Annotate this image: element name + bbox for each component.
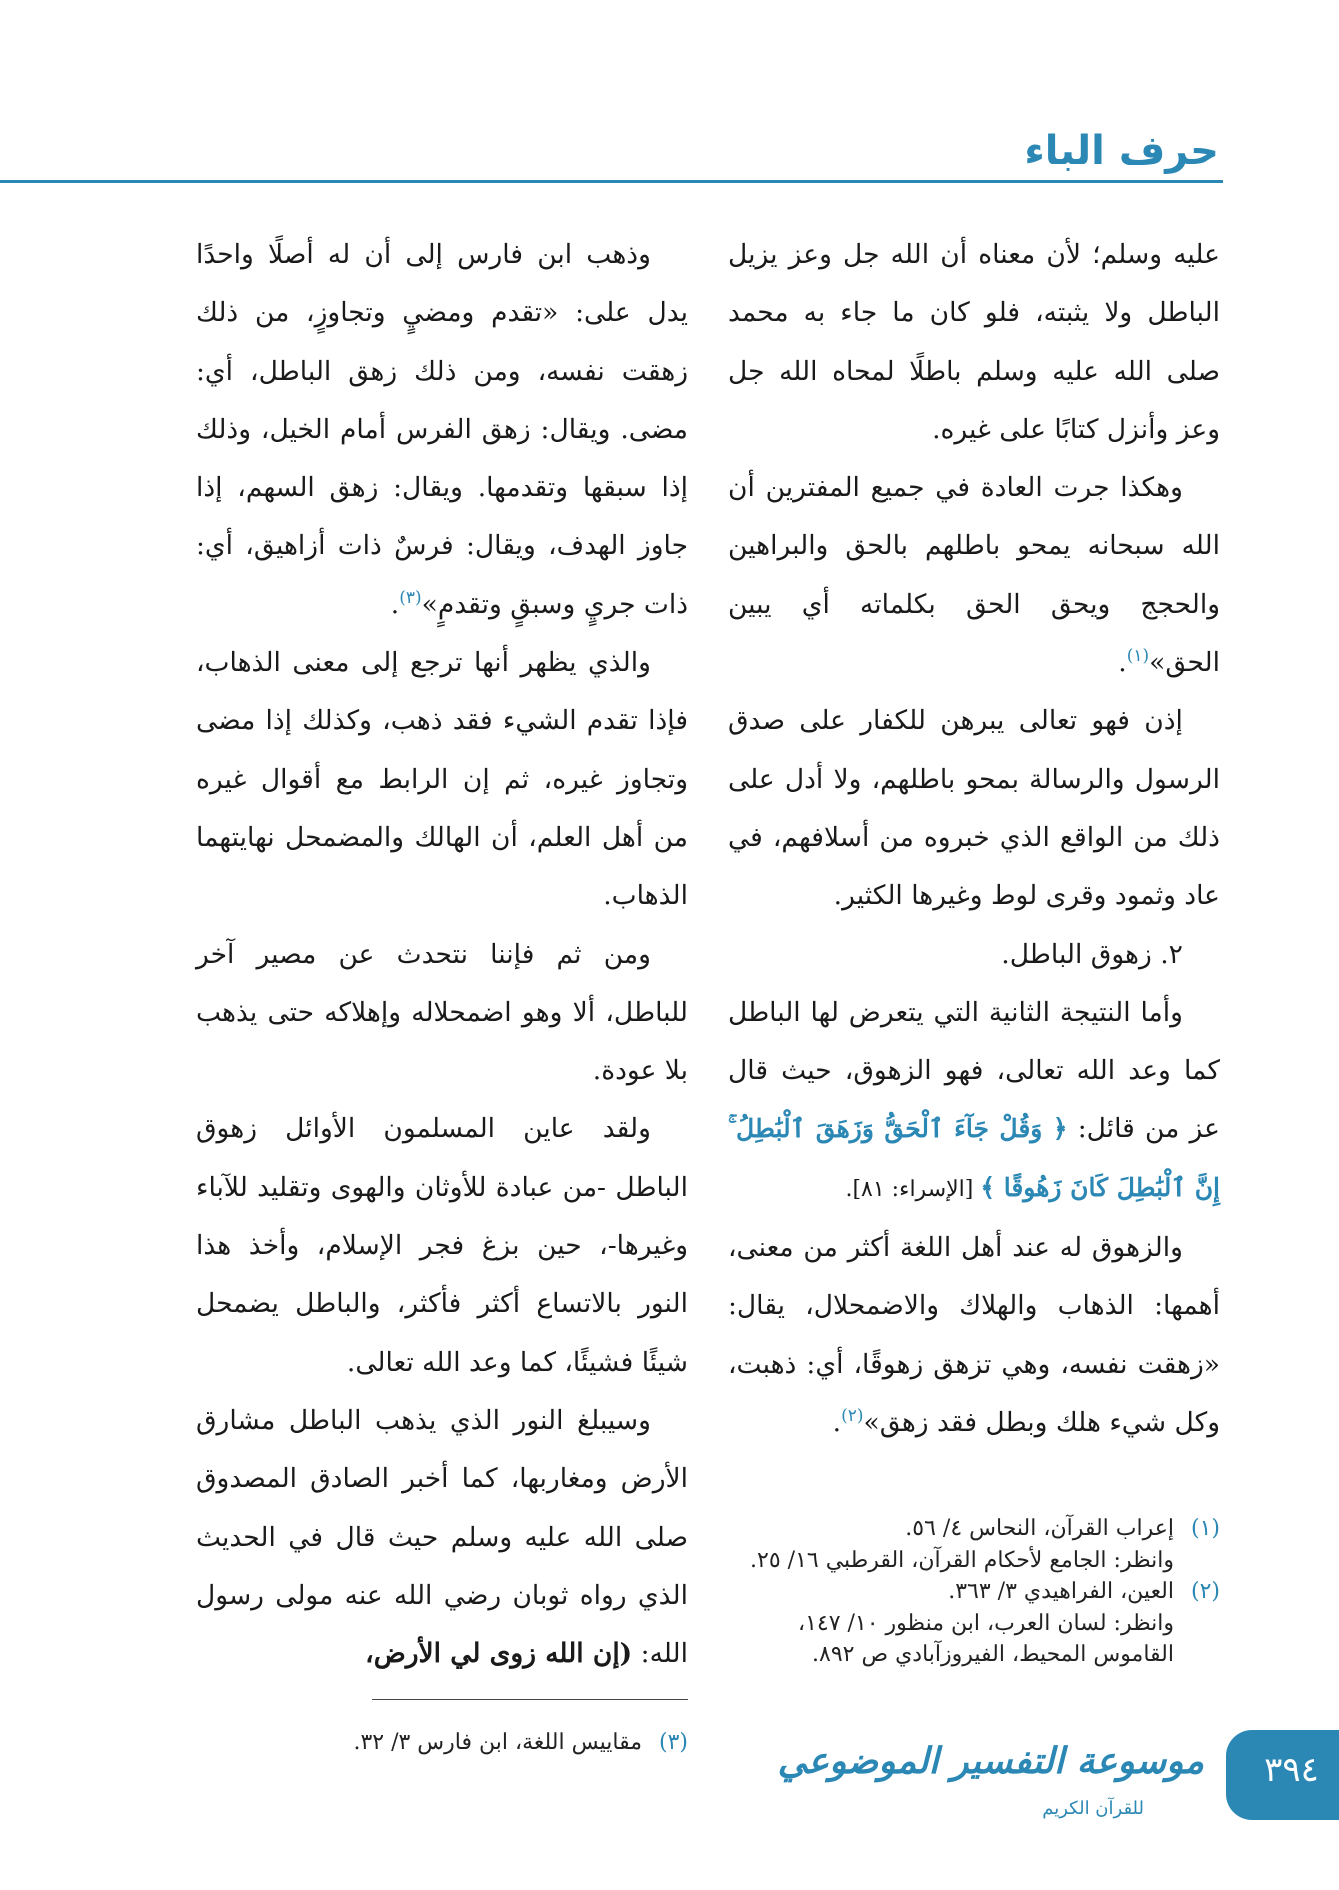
footnote-line: وانظر: الجامع لأحكام القرآن، القرطبي ١٦/ ٢٥. [750, 1547, 1174, 1573]
footnote-separator [372, 1699, 688, 1700]
paragraph-text: وأما النتيجة الثانية التي يتعرض لها الباطل كما وعد الله تعالى، فهو الزهوق، حيث قال عز من قائل: [728, 996, 1220, 1145]
footnote-line: مقاييس اللغة، ابن فارس ٣/ ٣٢. [353, 1730, 642, 1755]
paragraph: ولقد عاين المسلمون الأوائل زهوق الباطل -من عبادة للأوثان والهوى وتقليد للآباء وغيرها-، حين بزغ فجر الإسلام، وأخذ هذا النور بالاتساع أكثر فأكثر، والباطل يضمحل شيئًا فشيئًا، كما وعد الله تعالى. [196, 1113, 688, 1378]
left-column [196, 226, 688, 1683]
footnote [728, 1576, 1220, 1671]
verse-reference: [الإسراء: ٨١]. [845, 1176, 981, 1202]
footnote-number: (٣) [658, 1730, 688, 1755]
page-number: ٣٩٤ [1264, 1750, 1319, 1790]
right-column [728, 226, 1220, 1452]
paragraph [728, 459, 1220, 692]
paragraph: عليه وسلم؛ لأن معناه أن الله جل وعز يزيل الباطل ولا يثبته، فلو كان ما جاء به محمد صلى الله عليه وسلم باطلًا لمحاه الله جل وعز وأنزل كتابًا على غيره. [728, 239, 1220, 445]
paragraph-end: . [1118, 647, 1127, 679]
footnote-number: (١) [1190, 1516, 1220, 1541]
paragraph [196, 1392, 688, 1683]
footnote-ref-2[interactable]: (٢) [841, 1406, 864, 1427]
hadith-quote: (إن الله زوى لي الأرض، [365, 1638, 633, 1670]
footnote-number: (٢) [1190, 1579, 1220, 1605]
paragraph-text: والزهوق له عند أهل اللغة أكثر من معنى، أهمها: الذهاب والهلاك والاضمحلال، يقال: «زهقت نفسه، وهي تزهق زهوقًا، أي: ذهبت، وكل شيء هلك وبطل فقد زهق» [728, 1232, 1220, 1438]
paragraph-end: . [390, 588, 400, 620]
paragraph-text: وسيبلغ النور الذي يذهب الباطل مشارق الأرض ومغاربها، كما أخبر الصادق المصدوق صلى الله عليه وسلم حيث قال في الحديث الذي رواه ثوبان رضي الله عنه مولى رسول الله: [196, 1404, 688, 1670]
paragraph [728, 984, 1220, 1219]
paragraph: والذي يظهر أنها ترجع إلى معنى الذهاب، فإذا تقدم الشيء فقد ذهب، وكذلك إذا مضى وتجاوز غيره، ثم إن الرابط مع أقوال غيره من أهل العلم، أن الهالك والمضمحل نهايتهما الذهاب. [196, 647, 688, 912]
encyclopedia-logo [777, 1736, 1204, 1836]
footnote-ref-1[interactable]: (١) [1126, 646, 1150, 667]
footnote-ref-3[interactable]: (٣) [399, 587, 422, 608]
paragraph-text: وهكذا جرت العادة في جميع المفترين أن الله سبحانه يمحو باطلهم بالحق والبراهين والحجج ويحق الحق بكلماته أي يبين الحق» [728, 472, 1220, 679]
paragraph-end: . [832, 1406, 842, 1438]
footnotes-left [196, 1727, 688, 1759]
paragraph [196, 226, 688, 634]
footnote-line: إعراب القرآن، النحاس ٤/ ٥٦. [905, 1516, 1174, 1541]
paragraph: ومن ثم فإننا نتحدث عن مصير آخر للباطل، ألا وهو اضمحلاله وإهلاكه حتى يذهب بلا عودة. [196, 938, 688, 1087]
paragraph [728, 1219, 1220, 1452]
paragraph: إذن فهو تعالى يبرهن للكفار على صدق الرسول والرسالة بمحو باطلهم، ولا أدل على ذلك من الواقع الذي خبروه من أسلافهم، في عاد وثمود وقرى لوط وغيرها الكثير. [728, 705, 1220, 912]
paragraph-text: وذهب ابن فارس إلى أن له أصلًا واحدًا يدل على: «تقدم ومضيٍ وتجاوزٍ، من ذلك زهقت نفسه، ومن ذلك زهق الباطل، أي: مضى. ويقال: زهق الفرس أمام الخيل، وذلك إذا سبقها وتقدمها. ويقال: زهق السهم، إذا جاوز الهدف، ويقال: فرسٌ ذات أزاهيق، أي: ذات جريٍ وسبقٍ وتقدمٍ» [196, 239, 688, 620]
footnote-line: وانظر: لسان العرب، ابن منظور ١٠/ ١٤٧، القاموس المحيط، الفيروزآبادي ص ٨٩٢. [797, 1610, 1174, 1668]
section-heading: ٢. زهوق الباطل. [1001, 938, 1183, 970]
footnote-line: العين، الفراهيدي ٣/ ٣٦٣. [948, 1579, 1174, 1605]
quran-verse: ﴿ وَقُلْ جَآءَ ٱلْحَقُّ وَزَهَقَ ٱلْبَٰطِلُ ۚ إِنَّ ٱلْبَٰطِلَ كَانَ زَهُوقًا ﴾ [728, 1114, 1220, 1202]
footnotes-right [728, 1513, 1220, 1671]
logo-subtitle: للقرآن الكريم [1042, 1798, 1144, 1819]
footnote [728, 1513, 1220, 1576]
section-title: حرف الباء [1024, 128, 1219, 174]
header-divider [0, 180, 1223, 183]
footnote [196, 1727, 688, 1759]
logo-title: موسوعة التفسير الموضوعي [777, 1740, 1204, 1782]
